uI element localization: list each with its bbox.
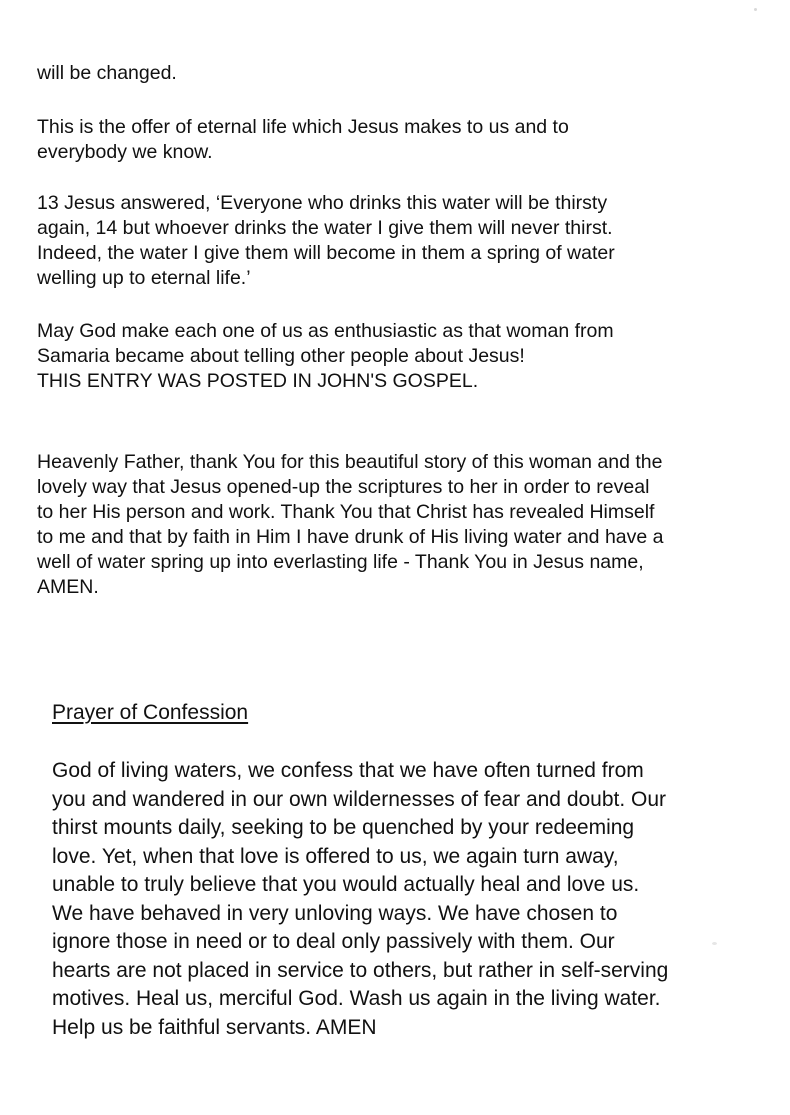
text-line: love. Yet, when that love is offered to us, we again turn away, <box>52 844 619 868</box>
text-line: welling up to eternal life.’ <box>37 267 251 289</box>
prayer-paragraph <box>37 450 664 600</box>
text-line: motives. Heal us, merciful God. Wash us again in the living water. <box>52 987 661 1010</box>
text-line: ignore those in need or to deal only passively with them. Our <box>52 930 615 953</box>
scan-speck <box>712 942 717 945</box>
text-line: will be changed. <box>37 62 177 84</box>
text-line: THIS ENTRY WAS POSTED IN JOHN'S GOSPEL. <box>37 370 479 392</box>
text-line: We have behaved in very unloving ways. We have chosen to <box>52 901 618 925</box>
text-line: everybody we know. <box>37 141 213 163</box>
text-line: again, 14 but whoever drinks the water I give them will never thirst. <box>37 217 613 239</box>
text-line: you and wandered in our own wildernesses of fear and doubt. Our <box>52 787 667 811</box>
text-line: Samaria became about telling other people about Jesus! <box>37 345 525 367</box>
scripture-paragraph <box>37 191 615 291</box>
text-line: Help us be faithful servants. AMEN <box>52 1015 377 1039</box>
text-line: Heavenly Father, thank You for this beautiful story of this woman and the <box>37 451 663 473</box>
text-line: God of living waters, we confess that we have often turned from <box>52 759 644 782</box>
text-line: AMEN. <box>37 576 99 598</box>
text-line: to me and that by faith in Him I have drunk of His living water and have a <box>37 526 664 548</box>
text-line: thirst mounts daily, seeking to be quenched by your redeeming <box>52 816 635 839</box>
text-line: May God make each one of us as enthusiastic as that woman from <box>37 320 614 342</box>
offer-paragraph <box>37 115 569 165</box>
enthusiasm-paragraph <box>37 319 614 394</box>
text-line: 13 Jesus answered, ‘Everyone who drinks this water will be thirsty <box>37 192 608 214</box>
text-line: unable to truly believe that you would actually heal and love us. <box>52 873 640 896</box>
text-line: to her His person and work. Thank You that Christ has revealed Himself <box>37 501 655 523</box>
intro-line <box>37 61 177 86</box>
text-line: This is the offer of eternal life which Jesus makes to us and to <box>37 116 569 138</box>
text-line: well of water spring up into everlasting life - Thank You in Jesus name, <box>37 551 644 573</box>
text-line: lovely way that Jesus opened-up the scriptures to her in order to reveal <box>37 476 650 498</box>
scan-speck <box>754 8 757 11</box>
text-line: Indeed, the water I give them will become in them a spring of water <box>37 242 615 264</box>
confession-paragraph <box>52 757 668 1042</box>
confession-heading: Prayer of Confession <box>52 701 249 724</box>
text-line: hearts are not placed in service to others, but rather in self-serving <box>52 958 669 982</box>
